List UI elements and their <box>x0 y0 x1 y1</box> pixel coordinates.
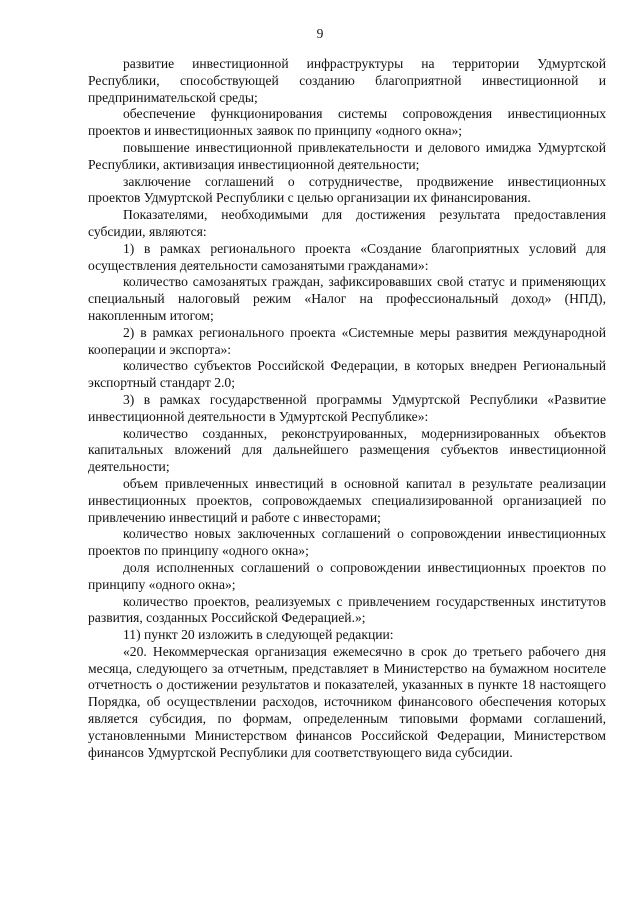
paragraph: 1) в рамках регионального проекта «Создание благоприятных условий для осуществления деятельности самозанятыми гражданами»: <box>88 240 606 273</box>
paragraph: 3) в рамках государственной программы Удмуртской Республики «Развитие инвестиционной деятельности в Удмуртской Республике»: <box>88 391 606 424</box>
paragraph: количество проектов, реализуемых с привлечением государственных институтов развития, созданных Российской Федерацией.»; <box>88 593 606 626</box>
paragraph: обеспечение функционирования системы сопровождения инвестиционных проектов и инвестиционных заявок по принципу «одного окна»; <box>88 106 606 139</box>
document-body <box>88 56 606 761</box>
paragraph: количество самозанятых граждан, зафиксировавших свой статус и применяющих специальный налоговый режим «Налог на профессиональный доход» (НПД), накопленным итогом; <box>88 274 606 323</box>
paragraph: Показателями, необходимыми для достижения результата предоставления субсидии, являются: <box>88 207 606 239</box>
paragraph: количество созданных, реконструированных, модернизированных объектов капитальных вложений для дальнейшего размещения субъектов инвестиционной деятельности; <box>88 425 606 475</box>
paragraph: развитие инвестиционной инфраструктуры на территории Удмуртской Республики, способствующей созданию благоприятной инвестиционной и предпринимательской среды; <box>88 56 606 105</box>
paragraph: повышение инвестиционной привлекательности и делового имиджа Удмуртской Республики, активизация инвестиционной деятельности; <box>88 139 606 172</box>
paragraph: заключение соглашений о сотрудничестве, продвижение инвестиционных проектов Удмуртской Республики с целью организации их финансирования. <box>88 173 606 206</box>
paragraph: доля исполненных соглашений о сопровождении инвестиционных проектов по принципу «одного окна»; <box>88 559 606 592</box>
paragraph: 11) пункт 20 изложить в следующей редакции: <box>123 627 394 643</box>
paragraph: «20. Некоммерческая организация ежемесячно в срок до третьего рабочего дня месяца, следующего за отчетным, представляет в Министерство на бумажном носителе отчетность о достижении результатов и показателей, указанных в пункте 18 настоящего Порядка, об осуществлении расходов, источником финансового обеспечения которых является субсидия, по формам, определенным типовыми формами соглашений, установленными Министерством финансов Российской Федерации, Министерством финансов Удмуртской Республики для соответствующего вида субсидии. <box>88 643 606 760</box>
paragraph: количество новых заключенных соглашений о сопровождении инвестиционных проектов по принципу «одного окна»; <box>88 526 606 559</box>
paragraph: объем привлеченных инвестиций в основной капитал в результате реализации инвестиционных проектов, сопровождаемых специализированной организацией по привлечению инвестиций и работе с инвесторами; <box>88 475 606 525</box>
paragraph: 2) в рамках регионального проекта «Системные меры развития международной кооперации и экспорта»: <box>88 324 606 357</box>
paragraph: количество субъектов Российской Федерации, в которых внедрен Региональный экспортный стандарт 2.0; <box>88 358 606 391</box>
page-number: 9 <box>316 26 324 41</box>
